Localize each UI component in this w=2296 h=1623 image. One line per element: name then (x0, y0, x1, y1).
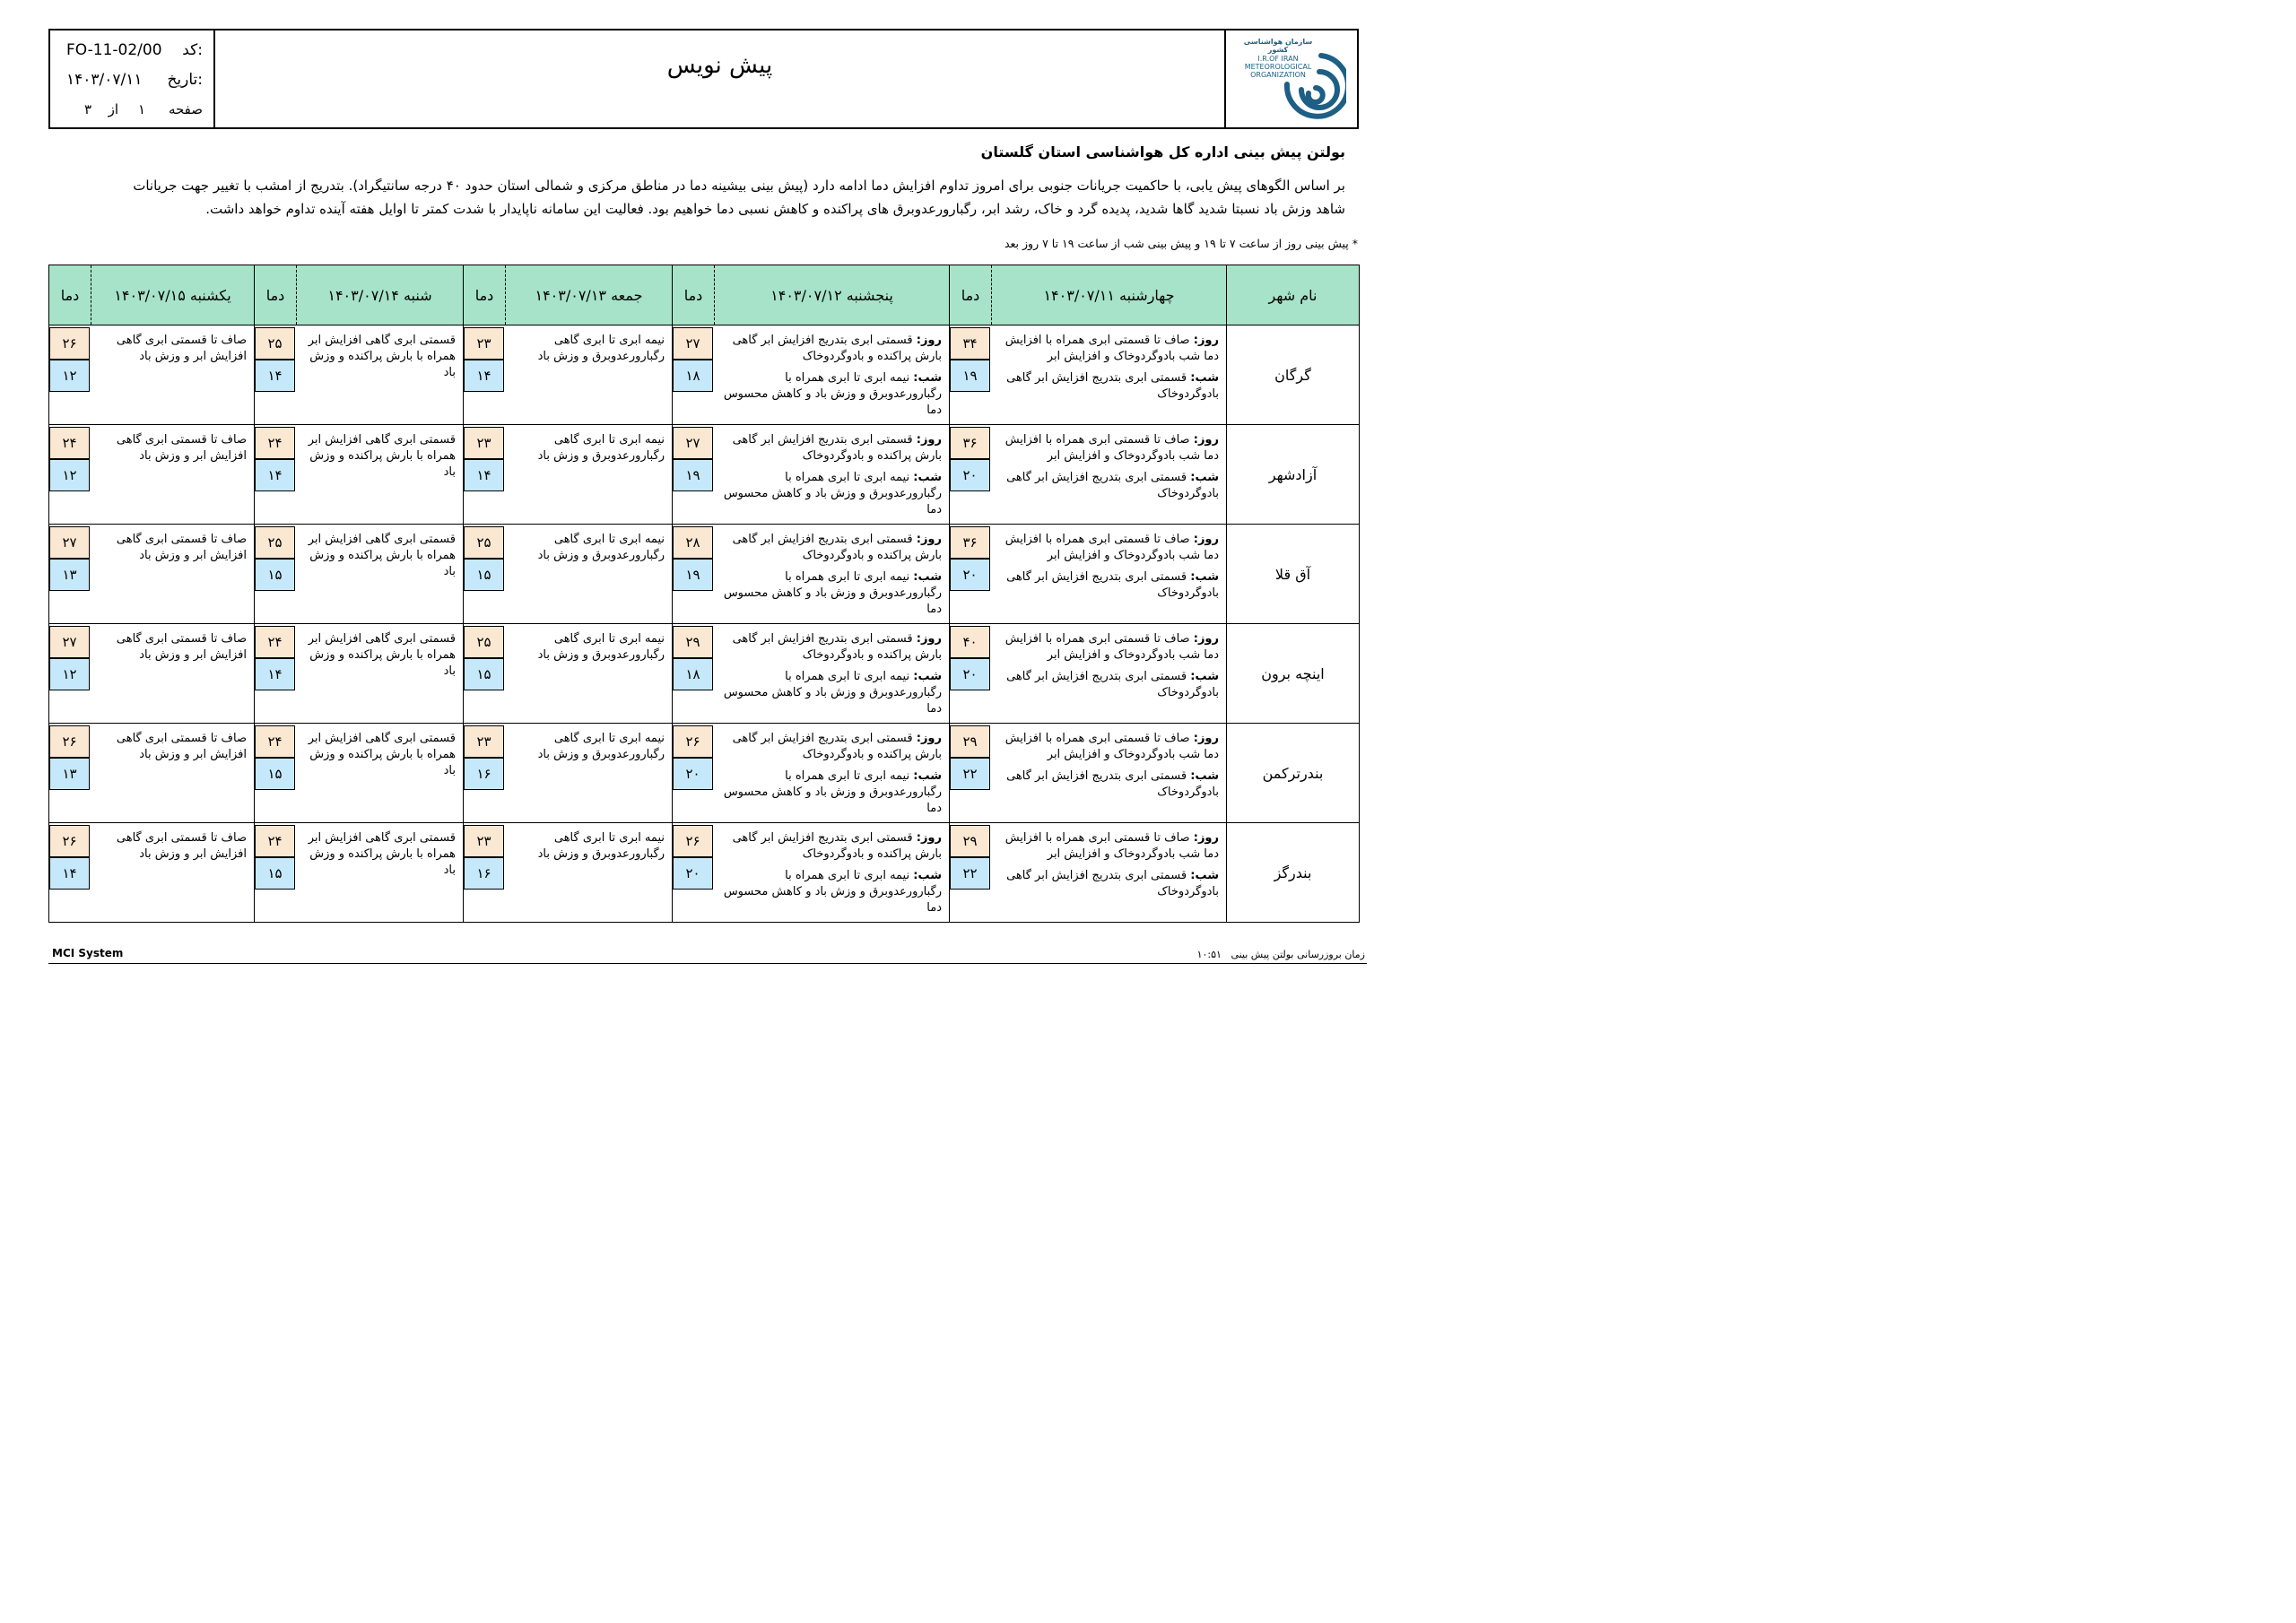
day-forecast-text: صاف تا قسمتی ابری همراه با افزایش دما شب بادوگردوخاک و افزایش ابر (1004, 334, 1219, 363)
max-temperature: ۲۶ (49, 825, 90, 857)
day-forecast-text: قسمتی ابری بتدریج افزایش ابر گاهی بارش پراکنده و بادوگردوخاک (732, 831, 942, 861)
day-label: روز: (1193, 533, 1219, 546)
day-header-5: یکشنبه ۱۴۰۳/۰۷/۱۵ (91, 265, 255, 325)
table-row (49, 425, 1360, 525)
city-name: آق قلا (1227, 525, 1360, 624)
day-forecast (996, 731, 1220, 763)
day-forecast-text: قسمتی ابری بتدریج افزایش ابر گاهی بارش پراکنده و بادوگردوخاک (732, 533, 942, 562)
day-forecast-text: قسمتی ابری بتدریج افزایش ابر گاهی بارش پراکنده و بادوگردوخاک (732, 334, 942, 363)
day-header-3: جمعه ۱۴۰۳/۰۷/۱۳ (506, 265, 673, 325)
forecast-text: صاف تا قسمتی ابری گاهی افزایش ابر و وزش باد (116, 334, 247, 363)
bulletin-title: بولتن پیش بینی اداره کل هواشناسی استان گلستان (980, 143, 1345, 161)
forecast-description (91, 525, 255, 624)
day-forecast (996, 830, 1220, 863)
min-temperature: ۱۹ (673, 559, 713, 591)
city-column-header: نام شهر (1227, 265, 1360, 325)
night-label: شب: (913, 769, 942, 783)
meteorological-logo-icon (1233, 38, 1346, 124)
forecast-text: قسمتی ابری گاهی افزایش ابر همراه با بارش پراکنده و وزش باد (308, 732, 456, 777)
forecast-description (506, 425, 673, 525)
forecast-description (91, 823, 255, 923)
night-forecast (996, 868, 1220, 900)
forecast-text: نیمه ابری تا ابری گاهی رگبارورعدوبرق و وزش باد (537, 632, 665, 662)
night-forecast (718, 569, 943, 618)
max-temperature: ۲۹ (950, 825, 990, 857)
temp-header-1: دما (950, 265, 992, 325)
day-forecast (996, 333, 1220, 365)
update-time (1197, 949, 1365, 960)
day-header-1: چهارشنبه ۱۴۰۳/۰۷/۱۱ (992, 265, 1227, 325)
table-row (49, 325, 1360, 425)
min-temperature: ۱۴ (49, 857, 90, 890)
temperature-cell (950, 823, 992, 923)
code-label: کد: (182, 41, 203, 59)
night-forecast-text: نیمه ابری تا ابری همراه با رگبارورعدوبرق و وزش باد و کاهش محسوس دما (723, 769, 942, 815)
temperature-cell (49, 325, 91, 425)
forecast-text: صاف تا قسمتی ابری گاهی افزایش ابر و وزش باد (116, 433, 247, 463)
day-header-2: پنجشنبه ۱۴۰۳/۰۷/۱۲ (715, 265, 950, 325)
forecast-description (992, 624, 1227, 724)
document-header (48, 29, 1359, 129)
temperature-cell (673, 624, 715, 724)
min-temperature: ۱۲ (49, 360, 90, 392)
min-temperature: ۲۰ (950, 658, 990, 690)
max-temperature: ۲۷ (673, 327, 713, 360)
temperature-cell (49, 823, 91, 923)
max-temperature: ۲۷ (673, 427, 713, 459)
forecast-description (992, 325, 1227, 425)
temperature-cell (673, 823, 715, 923)
min-temperature: ۲۰ (673, 857, 713, 890)
footer-divider (48, 963, 1367, 964)
min-temperature: ۱۲ (49, 658, 90, 690)
table-row (49, 624, 1360, 724)
temperature-cell (950, 425, 992, 525)
min-temperature: ۱۵ (255, 857, 295, 890)
logo-cell (1224, 30, 1357, 127)
night-forecast-text: نیمه ابری تا ابری همراه با رگبارورعدوبرق و وزش باد و کاهش محسوس دما (723, 371, 942, 417)
min-temperature: ۱۹ (950, 360, 990, 392)
forecast-text: نیمه ابری تا ابری گاهی رگبارورعدوبرق و وزش باد (537, 334, 665, 363)
day-forecast-text: قسمتی ابری بتدریج افزایش ابر گاهی بارش پراکنده و بادوگردوخاک (732, 732, 942, 761)
temperature-cell (49, 624, 91, 724)
day-forecast (718, 830, 943, 863)
temperature-cell (255, 325, 297, 425)
day-forecast-text: قسمتی ابری بتدریج افزایش ابر گاهی بارش پراکنده و بادوگردوخاک (732, 433, 942, 463)
max-temperature: ۲۴ (255, 725, 295, 758)
forecast-description (506, 823, 673, 923)
day-forecast (718, 432, 943, 464)
max-temperature: ۳۶ (950, 526, 990, 559)
night-forecast (718, 669, 943, 717)
night-label: شب: (1190, 570, 1219, 584)
night-forecast-text: قسمتی ابری بتدریج افزایش ابر گاهی بادوگردوخاک (1006, 670, 1219, 699)
day-forecast (996, 631, 1220, 664)
min-temperature: ۱۴ (464, 360, 504, 392)
max-temperature: ۳۶ (950, 427, 990, 459)
day-label: روز: (1193, 632, 1219, 646)
min-temperature: ۲۲ (950, 758, 990, 790)
max-temperature: ۲۹ (673, 626, 713, 658)
day-forecast (996, 432, 1220, 464)
night-forecast-text: نیمه ابری تا ابری همراه با رگبارورعدوبرق و وزش باد و کاهش محسوس دما (723, 471, 942, 516)
min-temperature: ۱۴ (255, 360, 295, 392)
forecast-description (992, 724, 1227, 823)
min-temperature: ۱۴ (464, 459, 504, 491)
temperature-cell (464, 325, 506, 425)
forecast-description (91, 624, 255, 724)
max-temperature: ۲۹ (950, 725, 990, 758)
forecast-text: نیمه ابری تا ابری گاهی رگبارورعدوبرق و وزش باد (537, 831, 665, 861)
day-forecast (718, 731, 943, 763)
forecast-table-body (49, 325, 1360, 923)
page-of: از (108, 101, 118, 117)
logo-english-line1: I.R.OF IRAN (1257, 55, 1299, 63)
day-label: روز: (916, 533, 942, 546)
day-label: روز: (916, 732, 942, 745)
forecast-description (297, 624, 464, 724)
forecast-description (297, 525, 464, 624)
logo-english-line3: ORGANIZATION (1250, 71, 1306, 79)
forecast-description (297, 724, 464, 823)
max-temperature: ۲۸ (673, 526, 713, 559)
forecast-text: قسمتی ابری گاهی افزایش ابر همراه با بارش پراکنده و وزش باد (308, 433, 456, 479)
day-label: روز: (916, 632, 942, 646)
night-forecast-text: نیمه ابری تا ابری همراه با رگبارورعدوبرق و وزش باد و کاهش محسوس دما (723, 869, 942, 915)
night-label: شب: (1190, 869, 1219, 882)
temperature-cell (49, 724, 91, 823)
forecast-text: قسمتی ابری گاهی افزایش ابر همراه با بارش پراکنده و وزش باد (308, 831, 456, 877)
night-label: شب: (1190, 471, 1219, 484)
forecast-text: صاف تا قسمتی ابری گاهی افزایش ابر و وزش باد (116, 533, 247, 562)
max-temperature: ۲۷ (49, 526, 90, 559)
night-forecast (996, 470, 1220, 502)
min-temperature: ۱۵ (255, 758, 295, 790)
max-temperature: ۲۶ (49, 725, 90, 758)
night-label: شب: (1190, 670, 1219, 683)
temperature-cell (950, 724, 992, 823)
table-row (49, 724, 1360, 823)
day-label: روز: (1193, 433, 1219, 447)
min-temperature: ۲۰ (950, 559, 990, 591)
page-current: ۱ (137, 101, 145, 117)
night-forecast-text: قسمتی ابری بتدریج افزایش ابر گاهی بادوگردوخاک (1006, 769, 1219, 799)
day-forecast (996, 532, 1220, 564)
min-temperature: ۱۸ (673, 360, 713, 392)
min-temperature: ۱۶ (464, 758, 504, 790)
night-forecast-text: قسمتی ابری بتدریج افزایش ابر گاهی بادوگردوخاک (1006, 570, 1219, 600)
code-row (50, 41, 213, 68)
max-temperature: ۲۵ (255, 526, 295, 559)
forecast-description (506, 325, 673, 425)
forecast-description (715, 525, 950, 624)
max-temperature: ۲۳ (464, 725, 504, 758)
update-label: زمان بروزرسانی بولتن پیش بینی (1231, 949, 1365, 960)
min-temperature: ۱۳ (49, 559, 90, 591)
forecast-description (297, 425, 464, 525)
bulletin-body (54, 174, 1345, 221)
night-forecast (718, 370, 943, 419)
temperature-cell (464, 525, 506, 624)
table-row (49, 525, 1360, 624)
forecast-description (297, 823, 464, 923)
forecast-description (297, 325, 464, 425)
city-name: بندرگز (1227, 823, 1360, 923)
forecast-time-note: * پیش بینی روز از ساعت ۷ تا ۱۹ و پیش بینی شب از ساعت ۱۹ تا ۷ روز بعد (1004, 237, 1358, 250)
forecast-description (506, 724, 673, 823)
city-name: اینچه برون (1227, 624, 1360, 724)
temperature-cell (255, 823, 297, 923)
forecast-description (506, 624, 673, 724)
day-label: روز: (916, 433, 942, 447)
day-forecast-text: صاف تا قسمتی ابری همراه با افزایش دما شب بادوگردوخاک و افزایش ابر (1004, 533, 1219, 562)
min-temperature: ۱۳ (49, 758, 90, 790)
forecast-table (48, 265, 1360, 923)
temperature-cell (49, 525, 91, 624)
date-label: تاریخ: (167, 71, 203, 89)
max-temperature: ۲۶ (49, 327, 90, 360)
night-forecast (718, 470, 943, 518)
page-row (50, 101, 213, 128)
night-forecast (996, 569, 1220, 602)
night-label: شب: (913, 869, 942, 882)
logo-english-line2: METEOROLOGICAL (1244, 63, 1312, 71)
max-temperature: ۲۴ (49, 427, 90, 459)
forecast-description (91, 325, 255, 425)
logo-persian-name: سازمان هواشناسی کشور (1243, 38, 1313, 54)
temperature-cell (255, 425, 297, 525)
day-forecast-text: قسمتی ابری بتدریج افزایش ابر گاهی بارش پراکنده و بادوگردوخاک (732, 632, 942, 662)
forecast-description (992, 525, 1227, 624)
night-label: شب: (913, 670, 942, 683)
date-row (50, 71, 213, 98)
system-name: MCI System (52, 947, 124, 959)
min-temperature: ۲۲ (950, 857, 990, 890)
min-temperature: ۱۴ (255, 658, 295, 690)
temperature-cell (255, 525, 297, 624)
temperature-cell (673, 325, 715, 425)
day-label: روز: (1193, 334, 1219, 347)
night-forecast-text: قسمتی ابری بتدریج افزایش ابر گاهی بادوگردوخاک (1006, 869, 1219, 898)
min-temperature: ۲۰ (673, 758, 713, 790)
forecast-text: قسمتی ابری گاهی افزایش ابر همراه با بارش پراکنده و وزش باد (308, 334, 456, 379)
night-forecast (718, 768, 943, 817)
night-label: شب: (1190, 371, 1219, 385)
night-forecast-text: نیمه ابری تا ابری همراه با رگبارورعدوبرق و وزش باد و کاهش محسوس دما (723, 670, 942, 716)
forecast-description (91, 425, 255, 525)
forecast-text: نیمه ابری تا ابری گاهی رگبارورعدوبرق و وزش باد (537, 732, 665, 761)
forecast-description (715, 425, 950, 525)
day-header-4: شنبه ۱۴۰۳/۰۷/۱۴ (297, 265, 464, 325)
temperature-cell (950, 325, 992, 425)
table-row (49, 823, 1360, 923)
update-time-value: ۱۰:۵۱ (1196, 949, 1222, 960)
forecast-description (992, 425, 1227, 525)
min-temperature: ۱۵ (464, 559, 504, 591)
forecast-description (715, 325, 950, 425)
max-temperature: ۴۰ (950, 626, 990, 658)
day-label: روز: (1193, 831, 1219, 845)
max-temperature: ۲۵ (464, 626, 504, 658)
night-label: شب: (913, 371, 942, 385)
page-total: ۳ (83, 101, 91, 117)
max-temperature: ۲۷ (49, 626, 90, 658)
forecast-description (91, 724, 255, 823)
max-temperature: ۲۳ (464, 327, 504, 360)
temperature-cell (49, 425, 91, 525)
temperature-cell (673, 525, 715, 624)
forecast-text: نیمه ابری تا ابری گاهی رگبارورعدوبرق و وزش باد (537, 533, 665, 562)
bulletin-line-1: بر اساس الگوهای پیش یابی، با حاکمیت جریانات جنوبی برای امروز تداوم افزایش دما ادامه دارد (پیش بینی بیشینه دما در مناطق مرکزی و شمالی استان حدود ۴۰ درجه سانتیگراد). بتدریج از امشب با تغییر جهت جریانات (133, 178, 1345, 194)
min-temperature: ۱۸ (673, 658, 713, 690)
night-label: شب: (913, 570, 942, 584)
city-name: گرگان (1227, 325, 1360, 425)
max-temperature: ۲۳ (464, 825, 504, 857)
forecast-description (715, 624, 950, 724)
night-forecast (996, 768, 1220, 801)
temperature-cell (464, 425, 506, 525)
temperature-cell (255, 724, 297, 823)
document-meta (50, 30, 215, 127)
night-forecast-text: نیمه ابری تا ابری همراه با رگبارورعدوبرق و وزش باد و کاهش محسوس دما (723, 570, 942, 616)
day-forecast-text: صاف تا قسمتی ابری همراه با افزایش دما شب بادوگردوخاک و افزایش ابر (1004, 732, 1219, 761)
max-temperature: ۲۶ (673, 725, 713, 758)
max-temperature: ۳۴ (950, 327, 990, 360)
city-name: بندرترکمن (1227, 724, 1360, 823)
temperature-cell (464, 823, 506, 923)
min-temperature: ۱۴ (255, 459, 295, 491)
night-forecast (996, 370, 1220, 403)
day-forecast (718, 532, 943, 564)
night-label: شب: (1190, 769, 1219, 783)
day-label: روز: (916, 831, 942, 845)
night-label: شب: (913, 471, 942, 484)
forecast-description (992, 823, 1227, 923)
night-forecast-text: قسمتی ابری بتدریج افزایش ابر گاهی بادوگردوخاک (1006, 371, 1219, 401)
temp-header-5: دما (49, 265, 91, 325)
night-forecast (718, 868, 943, 916)
min-temperature: ۱۹ (673, 459, 713, 491)
min-temperature: ۱۶ (464, 857, 504, 890)
date-value: ۱۴۰۳/۰۷/۱۱ (66, 71, 143, 89)
forecast-text: قسمتی ابری گاهی افزایش ابر همراه با بارش پراکنده و وزش باد (308, 533, 456, 578)
forecast-text: نیمه ابری تا ابری گاهی رگبارورعدوبرق و وزش باد (537, 433, 665, 463)
temp-header-4: دما (255, 265, 297, 325)
temperature-cell (673, 425, 715, 525)
max-temperature: ۲۵ (255, 327, 295, 360)
temperature-cell (464, 624, 506, 724)
table-header-row (49, 265, 1360, 325)
min-temperature: ۲۰ (950, 459, 990, 491)
max-temperature: ۲۴ (255, 626, 295, 658)
page-label: صفحه (168, 101, 203, 117)
forecast-description (506, 525, 673, 624)
day-forecast-text: صاف تا قسمتی ابری همراه با افزایش دما شب بادوگردوخاک و افزایش ابر (1004, 632, 1219, 662)
forecast-text: قسمتی ابری گاهی افزایش ابر همراه با بارش پراکنده و وزش باد (308, 632, 456, 678)
page-title: پیش نویس (666, 52, 773, 79)
forecast-text: صاف تا قسمتی ابری گاهی افزایش ابر و وزش باد (116, 732, 247, 761)
temperature-cell (950, 624, 992, 724)
day-label: روز: (1193, 732, 1219, 745)
bulletin-line-2: شاهد وزش باد نسبتا شدید گاها شدید، پدیده گرد و خاک، رشد ابر، رگبارورعدوبرق های پراکنده و کاهش نسبی دما خواهیم بود. فعالیت این سامانه ناپایدار با شدت کمتر تا اوایل هفته آینده تداوم خواهد داشت. (205, 201, 1345, 217)
city-name: آزادشهر (1227, 425, 1360, 525)
max-temperature: ۲۶ (673, 825, 713, 857)
temperature-cell (673, 724, 715, 823)
temperature-cell (464, 724, 506, 823)
day-forecast-text: صاف تا قسمتی ابری همراه با افزایش دما شب بادوگردوخاک و افزایش ابر (1004, 831, 1219, 861)
day-label: روز: (916, 334, 942, 347)
min-temperature: ۱۲ (49, 459, 90, 491)
day-forecast (718, 631, 943, 664)
code-value: FO-11-02/00 (66, 41, 162, 59)
day-forecast (718, 333, 943, 365)
max-temperature: ۲۴ (255, 427, 295, 459)
max-temperature: ۲۴ (255, 825, 295, 857)
temp-header-3: دما (464, 265, 506, 325)
max-temperature: ۲۳ (464, 427, 504, 459)
forecast-description (715, 823, 950, 923)
forecast-description (715, 724, 950, 823)
day-forecast-text: صاف تا قسمتی ابری همراه با افزایش دما شب بادوگردوخاک و افزایش ابر (1004, 433, 1219, 463)
max-temperature: ۲۵ (464, 526, 504, 559)
min-temperature: ۱۵ (255, 559, 295, 591)
min-temperature: ۱۵ (464, 658, 504, 690)
temperature-cell (950, 525, 992, 624)
night-forecast-text: قسمتی ابری بتدریج افزایش ابر گاهی بادوگردوخاک (1006, 471, 1219, 500)
night-forecast (996, 669, 1220, 701)
temp-header-2: دما (673, 265, 715, 325)
temperature-cell (255, 624, 297, 724)
forecast-text: صاف تا قسمتی ابری گاهی افزایش ابر و وزش باد (116, 831, 247, 861)
forecast-text: صاف تا قسمتی ابری گاهی افزایش ابر و وزش باد (116, 632, 247, 662)
